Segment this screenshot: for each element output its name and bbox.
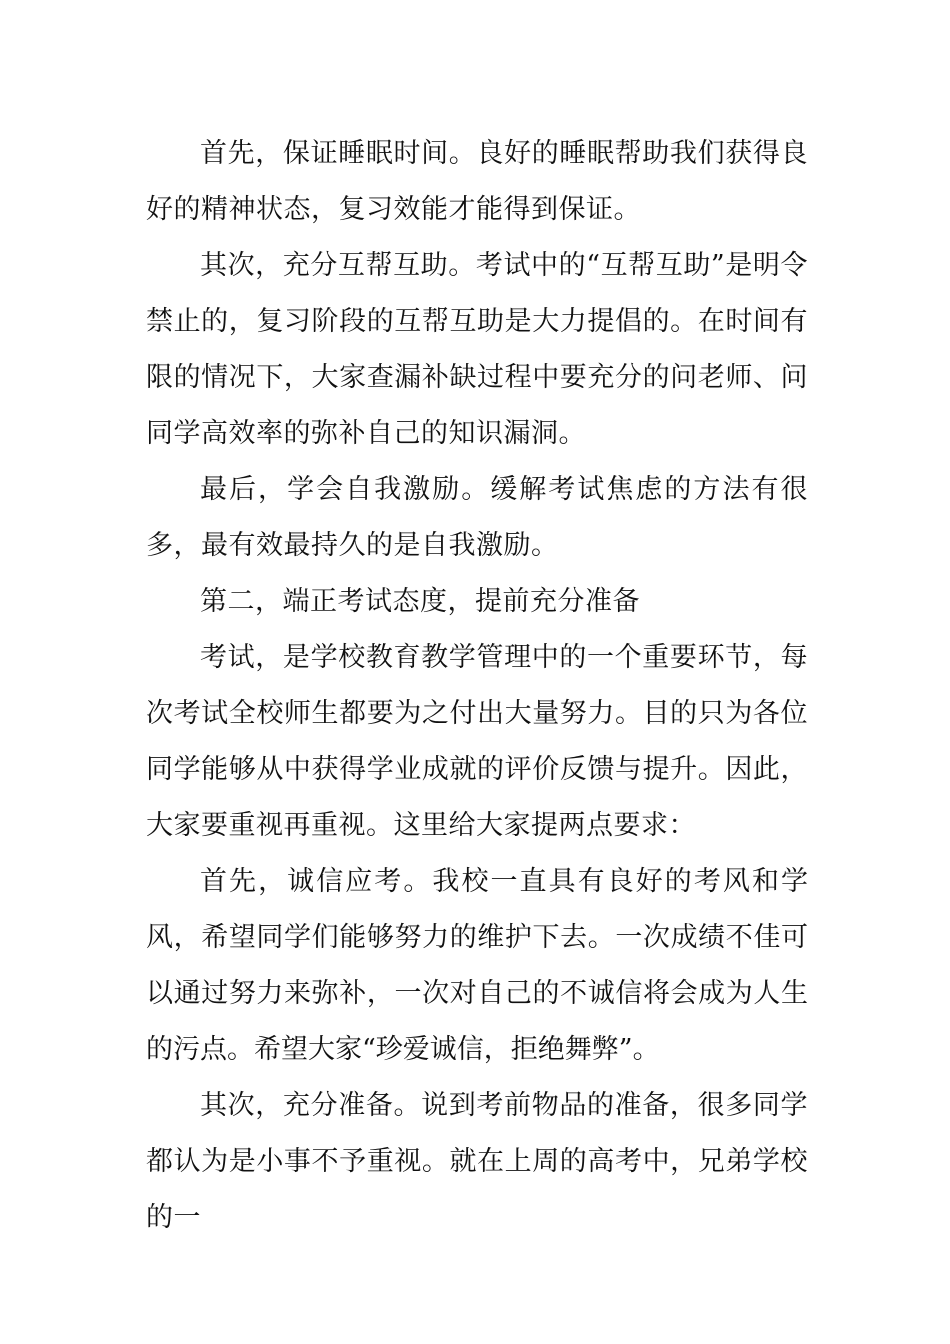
paragraph-preparation: 其次，充分准备。说到考前物品的准备，很多同学都认为是小事不予重视。就在上周的高考中，兄弟学校的一 (146, 1090, 808, 1233)
paragraph-self-motivation: 最后，学会自我激励。缓解考试焦虑的方法有很多，最有效最持久的是自我激励。 (146, 474, 808, 561)
paragraph-mutual-help: 其次，充分互帮互助。考试中的“互帮互助”是明令禁止的，复习阶段的互帮互助是大力提倡的。在时间有限的情况下，大家查漏补缺过程中要充分的问老师、问同学高效率的弥补自己的知识漏洞。 (146, 250, 808, 449)
paragraph-honesty: 首先，诚信应考。我校一直具有良好的考风和学风，希望同学们能够努力的维护下去。一次成绩不佳可以通过努力来弥补，一次对自己的不诚信将会成为人生的污点。希望大家“珍爱诚信，拒绝舞弊”。 (146, 866, 808, 1065)
paragraph-exam-importance: 考试，是学校教育教学管理中的一个重要环节，每次考试全校师生都要为之付出大量努力。目的只为各位同学能够从中获得学业成就的评价反馈与提升。因此，大家要重视再重视。这里给大家提两点要求： (146, 642, 808, 841)
document-body (146, 126, 808, 1246)
paragraph-sleep: 首先，保证睡眠时间。良好的睡眠帮助我们获得良好的精神状态，复习效能才能得到保证。 (146, 138, 808, 225)
section-heading-exam-attitude: 第二，端正考试态度，提前充分准备 (200, 586, 640, 617)
